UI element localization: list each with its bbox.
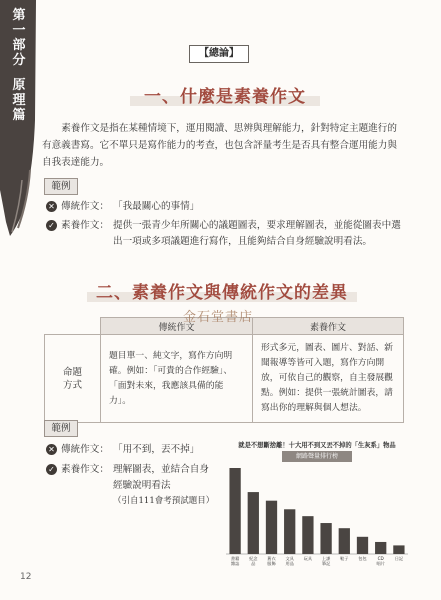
- check-icon: ✓: [46, 464, 57, 475]
- literacy-format-cell: 形式多元，圖表、圖片、對話、新聞報導等皆可入題，寫作方向開放，可依自己的觀察，自主發展觀點。例如：提供一張統計圖表，請寫出你的理解與個人想法。: [253, 335, 404, 423]
- section2-heading-text: 二、素養作文與傳統作文的差異: [96, 283, 348, 303]
- chart-category-label: 上課筆記: [321, 556, 331, 566]
- literacy-example-text: 提供一張青少年所關心的議題圖表，要求理解圖表，並能從圖表中選出一項或多項議題進行寫作，且能夠結合自身經驗說明看法。: [113, 220, 401, 247]
- part-char-4: 分: [12, 53, 26, 68]
- col-traditional-header: 傳統作文: [101, 318, 253, 335]
- row-label-question-format: 命題方式: [45, 335, 101, 423]
- chart-bar: [357, 537, 368, 554]
- chart-category-label: 日記: [394, 556, 404, 561]
- chart-category-label: 文具用品: [285, 556, 294, 566]
- chart-bar: [375, 542, 386, 554]
- chapter-label: [6, 8, 32, 123]
- chart-bar: [320, 523, 331, 554]
- chart-category-label: 包包: [358, 556, 367, 561]
- col-literacy-header: 素養作文: [253, 318, 404, 335]
- chart-bar: [302, 516, 313, 554]
- chart-bar: [229, 468, 240, 554]
- clutter-items-chart: [222, 440, 412, 570]
- chart-bar: [248, 492, 259, 554]
- example1-literacy: [46, 218, 406, 268]
- chart-category-label: 舊衣服飾: [267, 556, 276, 566]
- page-number: 12: [20, 572, 32, 582]
- check-icon: ✓: [46, 220, 57, 231]
- example-label-1: 範例: [44, 178, 78, 195]
- part-char-2: 一: [12, 23, 26, 38]
- chart-bar: [284, 509, 295, 554]
- chart-category-label: CD 唱片: [376, 556, 385, 566]
- part-char-3: 部: [12, 38, 26, 53]
- traditional-example-text: 「用不到，丟不掉」: [113, 444, 200, 455]
- section-char-1: 原: [12, 78, 26, 93]
- comparison-table: [44, 317, 404, 423]
- literacy-example-text: 理解圖表，並結合自身經驗說明看法: [113, 464, 209, 491]
- chart-category-label: 鞋子: [340, 556, 349, 561]
- traditional-label: 傳統作文：: [61, 201, 109, 212]
- chart-svg: [222, 440, 412, 570]
- chart-title: 就是不想斷捨離！十大用不到又丟不掉的「生灰系」物品: [238, 442, 396, 449]
- definition-paragraph: 素養作文是指在某種情境下，運用閱讀、思辨與理解能力，針對特定主題進行的有意義書寫。它不單只是寫作能力的考查，也包含評量考生是否具有整合運用能力與自我表達能力。: [42, 123, 397, 168]
- part-char-1: 第: [12, 8, 26, 23]
- overview-tag: 【總論】: [189, 45, 249, 63]
- cross-icon: ✕: [46, 444, 57, 455]
- example2-traditional: [46, 442, 246, 458]
- example-label-2: 範例: [44, 420, 78, 437]
- cross-icon: ✕: [46, 201, 57, 212]
- table-row: [45, 335, 404, 423]
- section1-heading: [130, 82, 320, 112]
- section2-heading: [87, 278, 357, 308]
- example1-traditional: [46, 199, 406, 215]
- section1-heading-text: 一、什麼是素養作文: [144, 87, 306, 107]
- traditional-example-text: 「我最關心的事情」: [113, 201, 200, 212]
- section-char-2: 理: [12, 93, 26, 108]
- literacy-label: 素養作文：: [61, 464, 109, 475]
- chart-subtitle: 網路聲量排行榜: [282, 451, 352, 462]
- chart-bar: [266, 501, 277, 554]
- example2-literacy: [46, 462, 221, 526]
- chart-category-label: 書籍雜誌: [230, 556, 240, 566]
- chart-category-label: 紀念品: [249, 556, 258, 566]
- bookstore-watermark: 金石堂書店: [183, 310, 254, 325]
- section-char-3: 篇: [12, 108, 26, 123]
- literacy-label: 素養作文：: [61, 220, 109, 231]
- citation-text: （引自111會考預試題目）: [113, 496, 215, 506]
- chart-bar: [393, 545, 404, 554]
- chart-category-label: 玩具: [303, 556, 313, 561]
- traditional-format-cell: 題目單一、純文字，寫作方向明確。例如：「可貴的合作經驗」、「面對未來，我應該具備的能力」。: [101, 335, 253, 423]
- chapter-side-tab: [0, 0, 38, 240]
- traditional-label: 傳統作文：: [61, 444, 109, 455]
- chart-bar: [339, 528, 350, 554]
